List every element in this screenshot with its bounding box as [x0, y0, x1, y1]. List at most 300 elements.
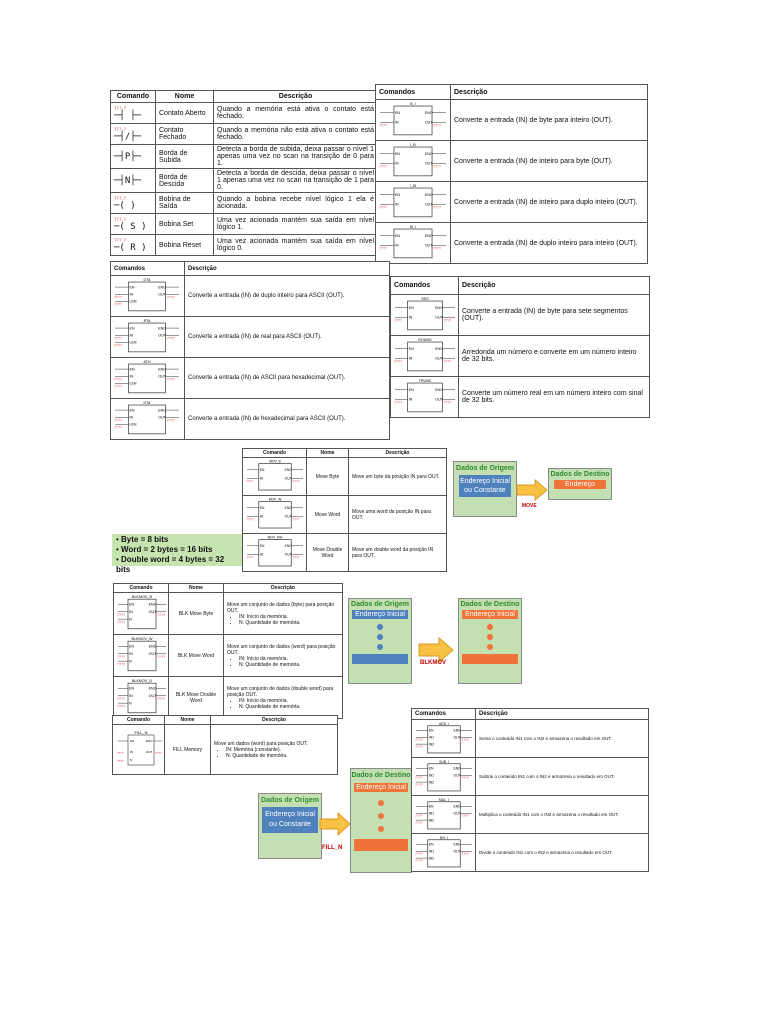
svg-text:ENO: ENO [158, 367, 167, 372]
memory-dot-icon [378, 813, 384, 819]
block-title: SEG [421, 297, 429, 302]
svg-text:????: ???? [117, 612, 126, 617]
blkmov-name: BLK Move Double Word [169, 677, 224, 719]
move-name: Move Word [307, 496, 349, 534]
block-desc: Converte um número real em um número inteiro com sinal de 32 bits. [459, 377, 650, 418]
block-title: BLKMOV_B [132, 595, 152, 600]
contact-desc: Detecta a borda de subida, deixa passar o nível 1 apenas uma vez no scan na transição de 0 para 1. [214, 145, 378, 169]
blkmov-label: BLKMOV [420, 660, 446, 666]
contact-symbol-cell [111, 214, 156, 235]
ladder-block-icon [246, 535, 304, 568]
svg-text:????: ???? [166, 295, 175, 300]
block-title: RTA [143, 319, 151, 324]
block-title: B_I [410, 102, 416, 107]
table-row [391, 295, 650, 336]
ladder-block-icon [394, 337, 456, 373]
block-desc: Subtrai o conteúdo IN1 com o IN2 e armazena o resultado em OUT. [476, 758, 649, 796]
svg-text:EN: EN [129, 644, 135, 649]
block-desc: Converte a entrada (IN) de byte para inteiro (OUT). [451, 100, 648, 141]
block-cell [114, 593, 169, 635]
fill-bullet-in: • IN: Memória (constante). [226, 747, 334, 753]
svg-text:????: ???? [415, 852, 423, 857]
block-cell [111, 358, 185, 399]
svg-text:????: ???? [246, 555, 254, 560]
memory-dot-icon [378, 826, 384, 832]
block-title: ROUND [418, 338, 432, 343]
move-name: Move Double Word [307, 534, 349, 572]
svg-text:????: ???? [433, 164, 442, 169]
dest-address-box: Endereço [554, 480, 606, 489]
fill-desc: Move um dados (word) para posição OUT. [214, 740, 308, 747]
svg-text:IN: IN [130, 749, 133, 754]
col-header: Descrição [224, 584, 343, 593]
ladder-symbol-icon: ─┤/├─ [114, 131, 142, 142]
dest-end-box [462, 654, 518, 664]
block-desc: Converte a entrada (IN) de inteiro para byte (OUT). [451, 141, 648, 182]
svg-text:????: ???? [461, 738, 469, 743]
table-row [243, 458, 447, 496]
svg-text:N: N [129, 659, 132, 664]
svg-text:ENO: ENO [284, 505, 292, 510]
svg-text:ENO: ENO [148, 686, 157, 691]
svg-text:IN: IN [394, 161, 399, 166]
svg-text:IN1: IN1 [428, 773, 435, 778]
svg-text:????: ???? [433, 123, 442, 128]
svg-text:????: ???? [379, 246, 387, 251]
svg-text:IN: IN [408, 397, 413, 402]
svg-text:IN2: IN2 [428, 742, 435, 747]
svg-text:IN: IN [129, 651, 133, 656]
svg-text:????: ???? [117, 620, 126, 625]
svg-text:EN: EN [394, 192, 400, 197]
block-title: SUB_I [439, 759, 449, 764]
convert2-rows [111, 276, 390, 440]
svg-text:ENO: ENO [424, 233, 433, 238]
col-header: Nome [307, 449, 349, 458]
svg-text:EN: EN [408, 387, 414, 392]
ladder-block-icon [379, 101, 447, 137]
svg-text:EN: EN [428, 804, 434, 809]
svg-text:IN: IN [259, 552, 264, 557]
svg-text:EN: EN [129, 326, 135, 331]
col-header: Comando [113, 716, 165, 725]
source-address-box: Endereço Inicial ou Constante [262, 807, 318, 833]
svg-text:IN: IN [129, 415, 134, 420]
ladder-symbol-icon: ─┤ ├─ [114, 110, 142, 121]
svg-text:EN: EN [394, 110, 400, 115]
svg-text:ENO: ENO [453, 842, 461, 847]
svg-text:????: ???? [114, 336, 122, 341]
svg-text:????: ???? [394, 400, 402, 405]
block-cell [412, 720, 476, 758]
contact-symbol-cell [111, 193, 156, 214]
svg-text:????: ???? [433, 205, 442, 210]
block-desc: Arredonda um número e converte em um número inteiro de 32 bits. [459, 336, 650, 377]
svg-text:OUT: OUT [424, 202, 433, 207]
svg-text:OUT: OUT [284, 552, 292, 557]
svg-text:LEN: LEN [129, 340, 137, 345]
move-desc: Move um double word da posição IN para OUT. [349, 534, 447, 572]
block-desc: Multiplica o conteúdo IN1 com o IN2 e armazena o resultado em OUT. [476, 796, 649, 834]
panel-title: Dados de Origem [261, 797, 319, 804]
blkmov-table [113, 583, 343, 719]
ladder-symbol-icon: ─( R ) [114, 242, 147, 253]
ladder-symbol-icon: ─( S ) [114, 221, 147, 232]
svg-text:IN: IN [394, 120, 399, 125]
svg-text:OUT: OUT [148, 609, 157, 614]
block-title: MOV_B [269, 459, 281, 464]
svg-text:????: ???? [114, 425, 122, 430]
contact-name: Bobina de Saída [156, 193, 214, 214]
table-row [111, 103, 378, 124]
contact-name: Borda de Descida [156, 169, 214, 193]
svg-text:N: N [130, 757, 133, 762]
svg-text:ENO: ENO [284, 467, 292, 472]
svg-text:????: ???? [166, 377, 175, 382]
col-header: Comandos [376, 85, 451, 100]
contact-symbol-cell [111, 103, 156, 124]
contact-name: Contato Aberto [156, 103, 214, 124]
svg-text:????: ???? [379, 205, 387, 210]
table-row [111, 124, 378, 145]
address-placeholder: ???.? [114, 195, 127, 201]
size-dword: • Double word = 4 bytes = 32 bits [116, 555, 225, 574]
contact-desc: Detecta a borda de descida, deixa passar o nível 1 apenas uma vez no scan na transição de 1 para 0. [214, 169, 378, 193]
col-header: Descrição [451, 85, 648, 100]
move-source-panel [453, 461, 517, 517]
col-header: Descrição [476, 709, 649, 720]
svg-text:ENO: ENO [424, 192, 433, 197]
col-header: Descrição [214, 91, 378, 103]
svg-text:????: ???? [433, 246, 442, 251]
svg-text:OUT: OUT [435, 315, 443, 320]
table-row [412, 758, 649, 796]
svg-text:ENO: ENO [158, 408, 167, 413]
svg-text:OUT: OUT [453, 811, 461, 816]
blkmov-desc-cell [224, 677, 343, 719]
dest-address-box: Endereço Inicial [354, 783, 408, 792]
col-header: Comandos [391, 277, 459, 295]
table-row [111, 399, 390, 440]
svg-text:N: N [129, 701, 132, 706]
svg-text:????: ???? [117, 662, 126, 667]
svg-text:????: ???? [117, 654, 126, 659]
blkmov-desc-cell [224, 635, 343, 677]
svg-text:ENO: ENO [146, 738, 153, 743]
fill-desc-cell [211, 725, 338, 775]
source-address-box: Endereço Inicial ou Constante [459, 475, 511, 497]
contact-name: Bobina Set [156, 214, 214, 235]
blkmov-arrow-icon [419, 638, 453, 662]
block-cell [391, 295, 459, 336]
svg-text:ENO: ENO [158, 326, 167, 331]
svg-text:EN: EN [259, 467, 265, 472]
svg-text:????: ???? [415, 814, 423, 819]
size-word: • Word = 2 bytes = 16 bits [116, 545, 213, 554]
ladder-block-icon [379, 142, 447, 178]
svg-text:OUT: OUT [158, 333, 166, 338]
block-cell [412, 758, 476, 796]
contact-symbol-cell [111, 124, 156, 145]
block-desc: Converte a entrada (IN) de duplo inteiro para inteiro (OUT). [451, 223, 648, 264]
ladder-block-icon [246, 497, 304, 530]
table-row [376, 141, 648, 182]
memory-dot-icon [377, 624, 383, 630]
block-title: BLKMOV_D [131, 679, 153, 684]
svg-text:EN: EN [129, 408, 135, 413]
block-title: HTA [143, 401, 151, 406]
svg-text:????: ???? [292, 517, 300, 522]
svg-text:ENO: ENO [424, 151, 433, 156]
col-header: Nome [156, 91, 214, 103]
svg-text:EN: EN [259, 505, 265, 510]
blkmov-desc-cell [224, 593, 343, 635]
table-row [111, 214, 378, 235]
table-row [111, 317, 390, 358]
ladder-block-icon [114, 400, 180, 436]
svg-text:OUT: OUT [424, 161, 433, 166]
svg-text:????: ???? [157, 612, 166, 617]
block-title: DI_I [409, 225, 417, 230]
block-title: ADD_I [439, 721, 449, 726]
ladder-block-icon [246, 459, 304, 492]
ladder-block-icon [379, 224, 447, 260]
svg-text:IN: IN [129, 374, 134, 379]
blkmov-rows [114, 593, 343, 719]
svg-text:EN: EN [408, 305, 414, 310]
ladder-block-icon [379, 183, 447, 219]
svg-text:ENO: ENO [284, 543, 292, 548]
svg-text:????: ???? [114, 295, 122, 300]
block-title: I_DI [409, 184, 417, 189]
svg-text:EN: EN [428, 766, 434, 771]
table-row [111, 235, 378, 256]
table-row [391, 377, 650, 418]
block-title: FILL_N [134, 729, 148, 735]
block-cell [243, 458, 307, 496]
bullet-in: • IN: Início da memória. [239, 698, 339, 704]
svg-text:OUT: OUT [158, 415, 166, 420]
memory-dot-icon [487, 644, 493, 650]
svg-text:????: ???? [292, 555, 300, 560]
col-header: Comandos [111, 262, 185, 276]
ladder-block-icon [116, 729, 164, 769]
math-rows [412, 720, 649, 872]
svg-text:IN: IN [129, 693, 133, 698]
block-title: ATH [143, 360, 151, 365]
svg-text:ENO: ENO [435, 346, 443, 351]
svg-text:????: ???? [461, 814, 469, 819]
svg-text:IN: IN [129, 333, 134, 338]
svg-text:????: ???? [117, 750, 124, 755]
table-row [376, 223, 648, 264]
svg-text:????: ???? [114, 343, 122, 348]
svg-text:IN: IN [394, 243, 399, 248]
col-header: Comando [114, 584, 169, 593]
table-row [114, 593, 343, 635]
svg-text:????: ???? [443, 318, 452, 323]
table-row [412, 720, 649, 758]
block-cell [111, 317, 185, 358]
block-title: BLKMOV_W [131, 637, 153, 642]
svg-text:????: ???? [114, 302, 122, 307]
svg-text:ENO: ENO [453, 728, 461, 733]
ladder-block-icon [114, 277, 180, 313]
move-rows [243, 458, 447, 572]
block-cell [243, 496, 307, 534]
svg-text:????: ???? [157, 696, 166, 701]
table-row [111, 145, 378, 169]
block-title: DIV_I [439, 835, 449, 840]
block-cell [412, 796, 476, 834]
fill-name: FILL Memory [165, 725, 211, 775]
table-row [111, 358, 390, 399]
move-desc: Move um byte da posição IN para OUT. [349, 458, 447, 496]
block-cell [114, 677, 169, 719]
move-label: MOVE [522, 503, 537, 509]
svg-text:????: ???? [461, 852, 469, 857]
ladder-symbol-icon: ─( ) [114, 200, 136, 211]
blkmov-source-panel [348, 598, 412, 684]
col-header: Descrição [459, 277, 650, 295]
blkmov-desc: Move um conjunto de dados (byte) para posição OUT. [227, 601, 335, 614]
contacts-table [110, 90, 378, 256]
table-row [111, 169, 378, 193]
fill-dest-panel [350, 768, 412, 873]
svg-text:????: ???? [379, 164, 387, 169]
svg-text:????: ???? [114, 377, 122, 382]
svg-text:????: ???? [246, 517, 254, 522]
svg-text:LEN: LEN [129, 422, 137, 427]
ladder-block-icon [415, 759, 473, 793]
svg-text:EN: EN [394, 233, 400, 238]
panel-title: Dados de Destino [550, 471, 610, 478]
table-row [412, 834, 649, 872]
svg-text:ENO: ENO [435, 387, 443, 392]
ladder-block-icon [394, 296, 456, 332]
ladder-block-icon [415, 835, 473, 869]
col-header: Nome [165, 716, 211, 725]
table-row [114, 635, 343, 677]
table-row [391, 336, 650, 377]
table-row [113, 725, 338, 775]
move-table [242, 448, 447, 572]
svg-text:IN: IN [259, 514, 264, 519]
block-cell [111, 399, 185, 440]
blkmov-desc: Move um conjunto de dados (double word) para posição OUT. [227, 685, 334, 698]
table-row [111, 193, 378, 214]
svg-text:EN: EN [129, 602, 135, 607]
fill-block-cell [113, 725, 165, 775]
block-title: TRUNC [418, 379, 432, 384]
block-cell [391, 377, 459, 418]
source-end-box [352, 654, 408, 664]
memory-dot-icon [487, 624, 493, 630]
svg-text:IN1: IN1 [428, 735, 435, 740]
svg-text:????: ???? [415, 776, 423, 781]
address-placeholder: ???.? [114, 105, 127, 111]
svg-text:IN2: IN2 [428, 856, 435, 861]
svg-text:EN: EN [130, 738, 135, 743]
svg-text:IN: IN [259, 476, 264, 481]
table-row [412, 796, 649, 834]
move-name: Move Byte [307, 458, 349, 496]
svg-text:????: ???? [415, 783, 423, 788]
table-row [243, 534, 447, 572]
table-row [114, 677, 343, 719]
svg-text:IN2: IN2 [428, 780, 435, 785]
fill-label: FILL_N [322, 845, 343, 851]
svg-text:????: ???? [166, 336, 175, 341]
memory-dot-icon [378, 800, 384, 806]
svg-text:????: ???? [157, 654, 166, 659]
contacts-rows [111, 103, 378, 256]
svg-text:IN: IN [394, 202, 399, 207]
svg-text:EN: EN [408, 346, 414, 351]
fill-bullet-n: • N: Quantidade de memória. [226, 753, 334, 759]
source-address-box: Endereço Inicial [352, 610, 408, 619]
move-arrow-icon [517, 480, 547, 500]
svg-text:????: ???? [415, 745, 423, 750]
data-size-list [112, 534, 242, 574]
contact-desc: Quando a memória está ativa o contato está fechado. [214, 103, 378, 124]
memory-dot-icon [377, 644, 383, 650]
block-cell [376, 223, 451, 264]
svg-text:????: ???? [394, 359, 402, 364]
bullet-in: • IN: Início da memória. [239, 656, 339, 662]
dest-address-box: Endereço Inicial [462, 610, 518, 619]
contact-name: Borda de Subida [156, 145, 214, 169]
svg-text:OUT: OUT [453, 849, 461, 854]
svg-text:EN: EN [129, 686, 135, 691]
svg-text:????: ???? [379, 123, 387, 128]
block-cell [391, 336, 459, 377]
fill-source-panel [258, 793, 322, 859]
col-header: Descrição [211, 716, 338, 725]
svg-text:OUT: OUT [158, 374, 166, 379]
svg-text:????: ???? [114, 384, 122, 389]
col-header: Descrição [349, 449, 447, 458]
svg-text:EN: EN [129, 285, 135, 290]
ladder-block-icon [114, 359, 180, 395]
move-desc: Move uma word da posição IN para OUT. [349, 496, 447, 534]
col-header: Comandos [412, 709, 476, 720]
ladder-block-icon [114, 318, 180, 354]
blkmov-name: BLK Move Word [169, 635, 224, 677]
convert3-rows [391, 295, 650, 418]
table-row [111, 276, 390, 317]
block-cell [376, 141, 451, 182]
svg-text:IN: IN [408, 315, 413, 320]
block-desc: Converte a entrada (IN) de hexadecimal para ASCII (OUT). [185, 399, 390, 440]
svg-text:OUT: OUT [284, 476, 292, 481]
svg-text:????: ???? [117, 704, 126, 709]
svg-text:????: ???? [461, 776, 469, 781]
convert1-table [375, 84, 648, 264]
block-cell [376, 182, 451, 223]
panel-title: Dados de Origem [351, 601, 409, 608]
svg-text:EN: EN [428, 728, 434, 733]
memory-dot-icon [487, 634, 493, 640]
convert3-table [390, 276, 650, 418]
block-cell [114, 635, 169, 677]
col-header: Descrição [185, 262, 390, 276]
svg-text:OUT: OUT [148, 651, 157, 656]
svg-text:ENO: ENO [424, 110, 433, 115]
ladder-block-icon [394, 378, 456, 414]
svg-text:IN: IN [408, 356, 413, 361]
svg-text:????: ???? [155, 750, 162, 755]
